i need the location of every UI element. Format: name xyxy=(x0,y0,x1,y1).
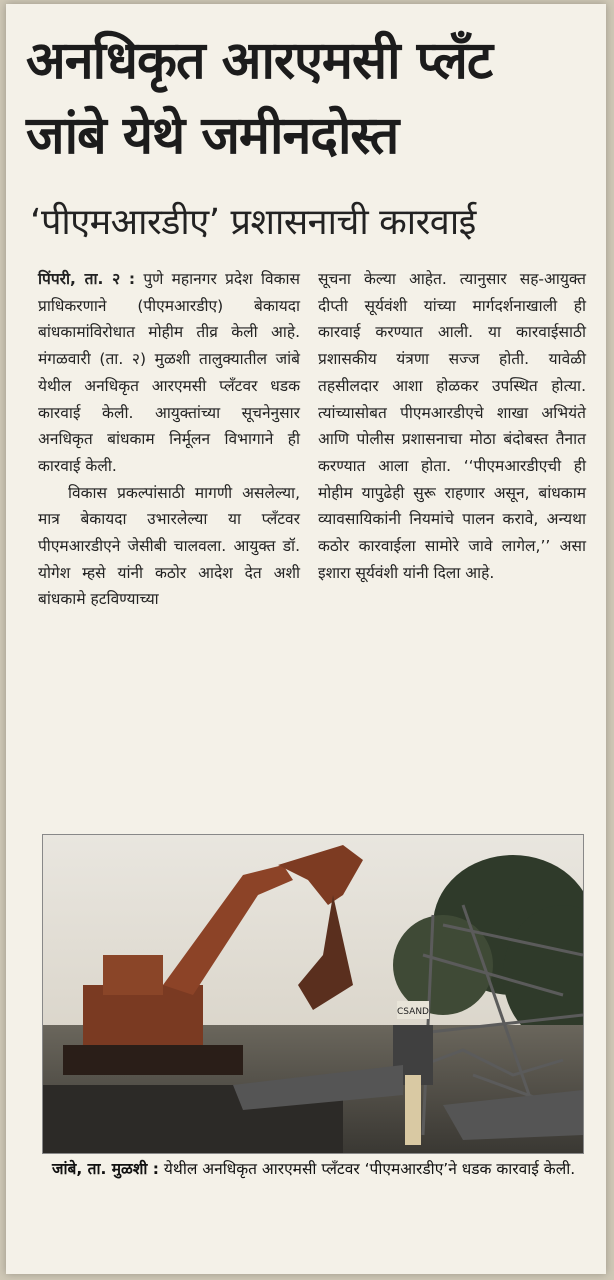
news-photo xyxy=(42,834,584,1154)
caption-location: जांबे, ता. मुळशी : xyxy=(52,1160,159,1178)
paragraph-1 xyxy=(38,266,300,480)
paragraph-2: विकास प्रकल्पांसाठी मागणी असलेल्या, मात्र बेकायदा उभारलेल्या या प्लँटवर पीएमआरडीएने जेसीबी चालवला. आयुक्त डॉ. योगेश म्हसे यांनी कठोर आदेश देत अशी बांधकामे हटविण्याच्या xyxy=(38,483,300,609)
article-column-right xyxy=(318,266,586,586)
caption-text: येथील अनधिकृत आरएमसी प्लँटवर ‘पीएमआरडीए’ने धडक कारवाई केली. xyxy=(163,1160,576,1178)
newspaper-clipping xyxy=(6,4,606,1274)
paragraph-1-text: पुणे महानगर प्रदेश विकास प्राधिकरणाने (पीएमआरडीए) बेकायदा बांधकामांविरोधात मोहीम तीव्र केली आहे. मंगळवारी (ता. २) मुळशी तालुक्यातील जांबे येथील अनधिकृत आरएमसी प्लँटवर धडक कारवाई केली. आयुक्तांच्या सूचनेनुसार अनधिकृत बांधकाम निर्मूलन विभागाने ही कारवाई केली. xyxy=(38,270,300,475)
article-column-left xyxy=(38,266,300,613)
headline-line-1: अनधिकृत आरएमसी प्लँट xyxy=(26,31,493,91)
demolition-scene-image xyxy=(43,835,583,1153)
dateline: पिंपरी, ता. २ : xyxy=(38,270,136,288)
paragraph-3: सूचना केल्या आहेत. त्यानुसार सह-आयुक्त दीप्ती सूर्यवंशी यांच्या मार्गदर्शनाखाली ही कारवाई करण्यात आली. या कारवाईसाठी प्रशासकीय यंत्रणा सज्ज होती. यावेळी तहसीलदार आशा होळकर उपस्थित होत्या. त्यांच्यासोबत पीएमआरडीएचे शाखा अभियंते आणि पोलीस प्रशासनाचा मोठा बंदोबस्त तैनात करण्यात आला होता. ‘‘पीएमआरडीएची ही मोहीम यापुढेही सुरू राहणार असून, बांधकाम व्यावसायिकांनी नियमांचे पालन करावे, अन्यथा कठोर कारवाईला सामोरे जावे लागेल,’’ असा इशारा सूर्यवंशी यांनी दिला आहे. xyxy=(318,270,586,582)
machine-label: CSAND xyxy=(397,1007,429,1017)
photo-caption xyxy=(52,1156,592,1183)
subheadline: ‘पीएमआरडीए’ प्रशासनाची कारवाई xyxy=(30,202,476,243)
headline-line-2: जांबे येथे जमीनदोस्त xyxy=(26,106,399,166)
